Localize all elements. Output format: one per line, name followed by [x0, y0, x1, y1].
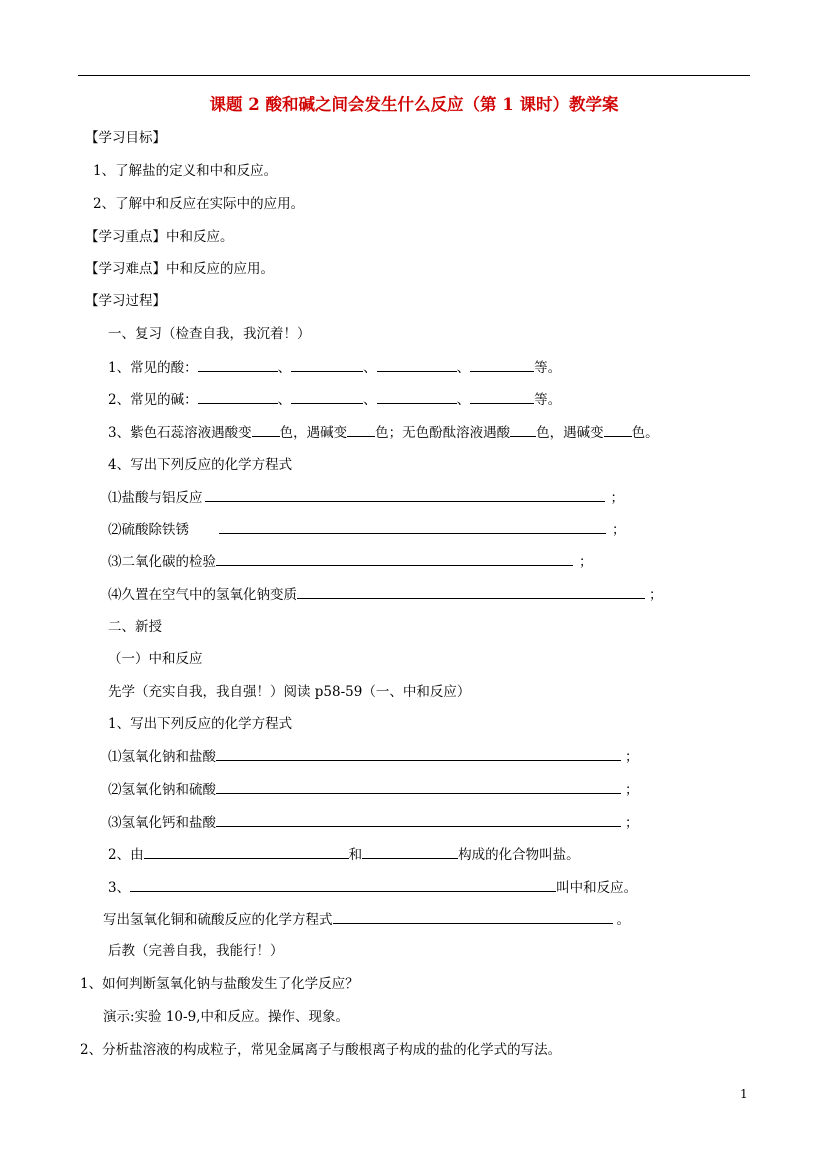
answer-blank[interactable] [377, 358, 457, 372]
answer-blank[interactable] [377, 390, 457, 404]
review-q4: 4、写出下列反应的化学方程式 [108, 457, 293, 473]
semicolon: ； [610, 490, 624, 506]
semicolon: ； [579, 554, 593, 570]
period: 。 [616, 912, 630, 928]
review-heading: 一、复习（检查自我，我沉着！） [108, 326, 311, 342]
objective-item-2: 2、了解中和反应在实际中的应用。 [93, 196, 305, 212]
answer-blank[interactable] [198, 390, 278, 404]
review-q3-text: 色，遇碱变 [279, 425, 348, 441]
review-q3-text: 3、紫色石蕊溶液遇酸变 [108, 425, 252, 441]
difficulty-text: 中和反应的应用。 [166, 261, 274, 277]
equation-label: ⑵氢氧化钠和硫酸 [108, 782, 216, 798]
review-q3-text: 色，遇碱变 [536, 425, 604, 441]
semicolon: ； [625, 782, 639, 798]
equation-line [108, 780, 639, 799]
q2-text: 和 [348, 847, 363, 863]
semicolon: ； [649, 587, 663, 603]
key-point-label: 【学习重点】 [85, 229, 166, 245]
equation-label: ⑴盐酸与铝反应 [108, 490, 203, 506]
semicolon: ； [625, 815, 639, 831]
review-q1-text: 1、常见的酸： [108, 360, 198, 376]
answer-blank[interactable] [291, 358, 363, 372]
equation-line [108, 552, 593, 571]
answer-blank[interactable] [470, 358, 534, 372]
equation-line [108, 747, 639, 766]
equation-line [108, 813, 639, 832]
equation-label: ⑴氢氧化钠和盐酸 [108, 749, 216, 765]
new-lesson-q3 [108, 878, 637, 897]
new-lesson-q2 [108, 845, 580, 864]
post-teaching-heading: 后教（完善自我，我能行！） [108, 943, 284, 959]
new-lesson-subheading: （一）中和反应 [108, 651, 203, 667]
post-question-2: 2、分析盐溶液的构成粒子，常见金属离子与酸根离子构成的盐的化学式的写法。 [80, 1042, 562, 1058]
separator: 、 [456, 392, 471, 408]
answer-blank[interactable] [510, 423, 536, 437]
answer-blank[interactable] [470, 390, 534, 404]
key-point-text: 中和反应。 [166, 229, 234, 245]
review-q3 [108, 423, 659, 442]
q2-text: 2、由 [108, 847, 144, 863]
answer-blank[interactable] [198, 358, 278, 372]
answer-blank[interactable] [216, 552, 573, 566]
equation-label: ⑵硫酸除铁锈 [108, 522, 189, 538]
key-point [85, 228, 234, 246]
copper-question-text: 写出氢氧化铜和硫酸反应的化学方程式 [103, 912, 333, 928]
equation-label: ⑶二氧化碳的检验 [108, 554, 216, 570]
review-q2-tail: 等。 [534, 392, 562, 408]
answer-blank[interactable] [216, 780, 621, 794]
demo-text: 演示:实验 10-9,中和反应。操作、现象。 [103, 1009, 349, 1025]
objectives-heading: 【学习目标】 [85, 130, 166, 146]
answer-blank[interactable] [333, 910, 613, 924]
answer-blank[interactable] [347, 423, 375, 437]
equation-line [108, 585, 663, 604]
answer-blank[interactable] [604, 423, 632, 437]
answer-blank[interactable] [291, 390, 363, 404]
answer-blank[interactable] [130, 878, 556, 892]
answer-blank[interactable] [297, 585, 645, 599]
new-lesson-q1: 1、写出下列反应的化学方程式 [108, 716, 293, 732]
equation-line [108, 520, 626, 539]
review-q1-tail: 等。 [534, 360, 562, 376]
equation-label: ⑶氢氧化钙和盐酸 [108, 815, 216, 831]
review-q2-text: 2、常见的碱： [108, 392, 198, 408]
review-q3-text: 色；无色酚酞溶液遇酸 [375, 425, 511, 441]
post-question-1: 1、如何判断氢氧化钠与盐酸发生了化学反应？ [80, 976, 359, 992]
new-lesson-heading: 二、新授 [108, 619, 162, 635]
page-number: 1 [740, 1087, 748, 1101]
review-q1 [108, 358, 561, 377]
answer-blank[interactable] [252, 423, 280, 437]
difficulty-label: 【学习难点】 [85, 261, 166, 277]
process-heading: 【学习过程】 [85, 293, 166, 309]
q3-text: 3、 [108, 880, 131, 896]
difficulty [85, 260, 274, 278]
q3-text: 叫中和反应。 [556, 880, 638, 896]
answer-blank[interactable] [219, 520, 606, 534]
document-title: 课题 2 酸和碱之间会发生什么反应（第 1 课时）教学案 [209, 95, 619, 114]
review-q2 [108, 390, 561, 409]
review-q3-text: 色。 [631, 425, 659, 441]
equation-line [108, 488, 624, 507]
semicolon: ； [612, 522, 626, 538]
copper-question [103, 910, 630, 929]
header-rule [78, 75, 750, 76]
equation-label: ⑷久置在空气中的氢氧化钠变质 [108, 587, 297, 603]
separator: 、 [456, 360, 471, 376]
prelearn-text: 先学（充实自我，我自强！）阅读 p58-59（一、中和反应） [108, 684, 471, 700]
objective-item-1: 1、了解盐的定义和中和反应。 [93, 163, 278, 179]
answer-blank[interactable] [216, 813, 621, 827]
semicolon: ； [625, 749, 639, 765]
separator: 、 [363, 392, 377, 408]
separator: 、 [363, 360, 377, 376]
q2-text: 构成的化合物叫盐。 [458, 847, 580, 863]
answer-blank[interactable] [205, 488, 605, 502]
answer-blank[interactable] [362, 845, 458, 859]
separator: 、 [277, 392, 292, 408]
answer-blank[interactable] [216, 747, 621, 761]
separator: 、 [277, 360, 292, 376]
answer-blank[interactable] [144, 845, 349, 859]
